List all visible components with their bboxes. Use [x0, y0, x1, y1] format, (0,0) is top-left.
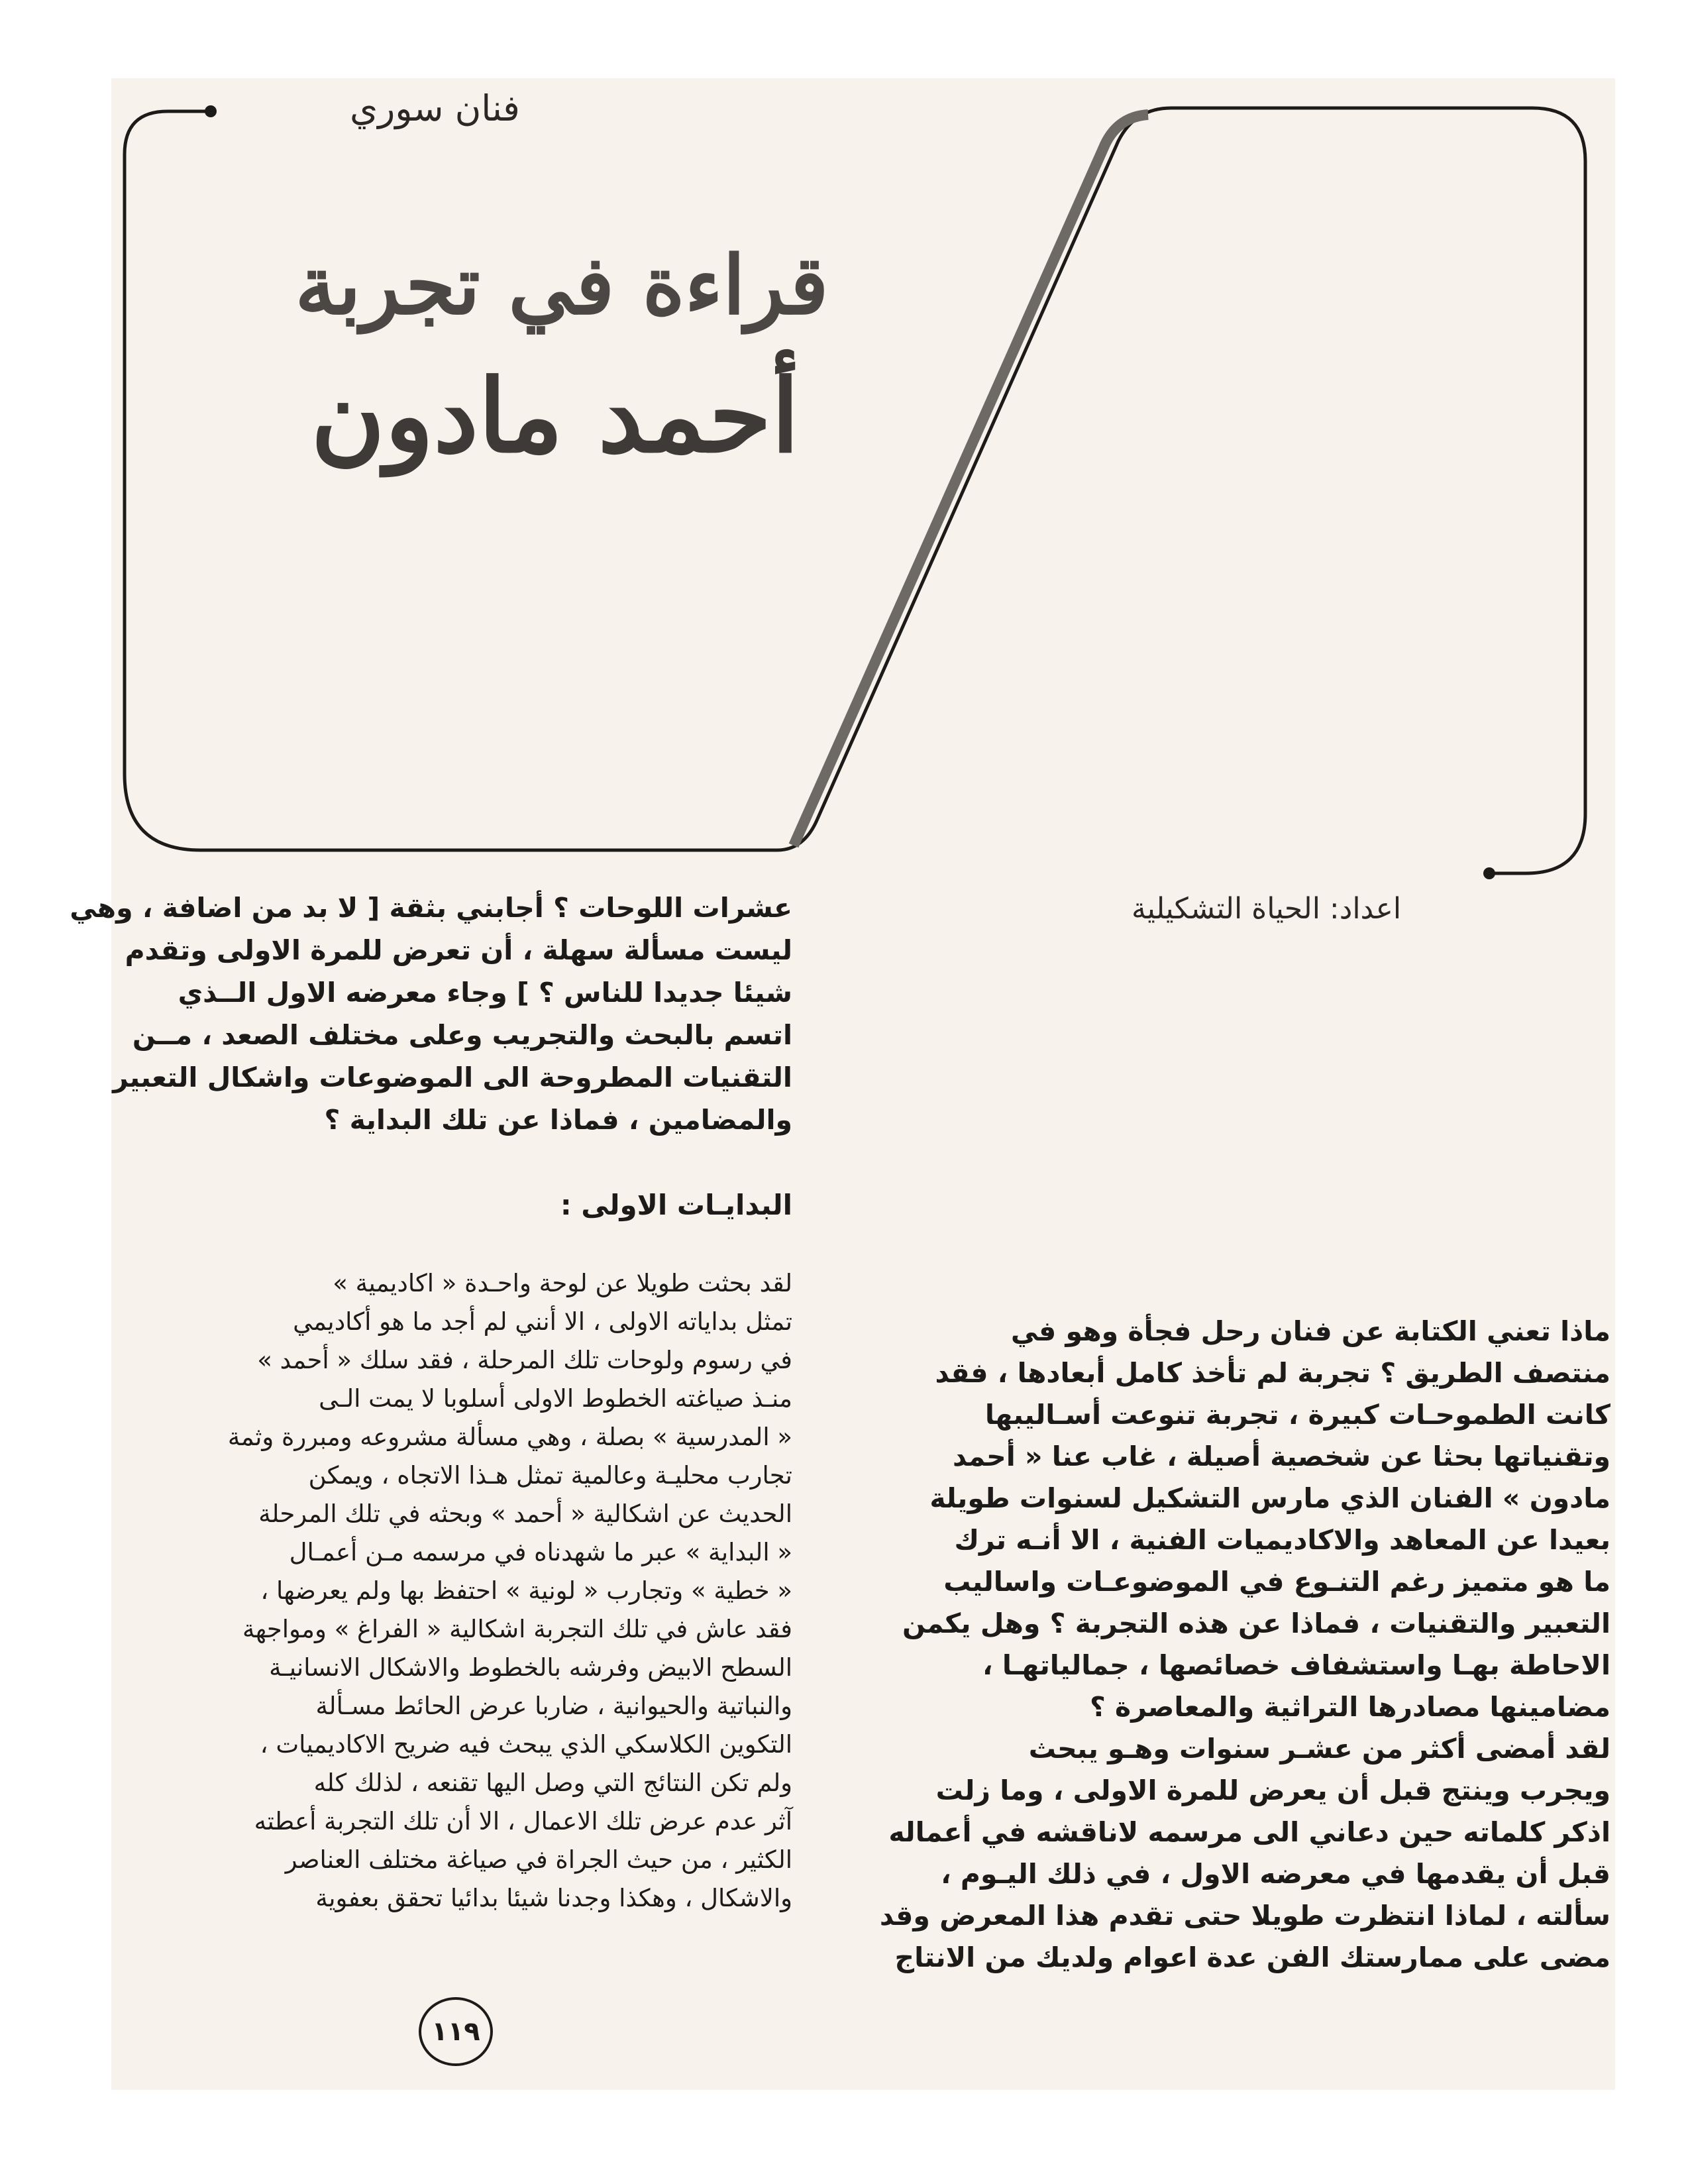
text-line: قبل أن يقدمها في معرضه الاول ، في ذلك اليـوم ،: [941, 1858, 1610, 1890]
text-line: « البداية » عبر ما شهدناه في مرسمه مـن أعمـال: [289, 1538, 792, 1566]
text-line: ماذا تعني الكتابة عن فنان رحل فجأة وهو في: [1010, 1315, 1610, 1347]
text-line: لقد بحثت طويلا عن لوحة واحـدة « اكاديمية »: [333, 1269, 792, 1297]
text-line: الاحاطة بهـا واستشفاف خصائصها ، جمالياتهـا ،: [982, 1649, 1610, 1681]
text-line: ما هو متميز رغم التنـوع في الموضوعـات واساليب: [943, 1566, 1610, 1598]
text-line: سألته ، لماذا انتظرت طويلا حتى تقدم هذا المعرض وقد: [879, 1900, 1610, 1932]
right-intro-paragraph: [879, 1311, 1610, 1979]
left-intro-paragraph: [70, 887, 792, 1141]
text-line: كانت الطموحـات كبيرة ، تجربة تنوعت أسـاليبها: [984, 1399, 1610, 1431]
section-kicker: فنان سوري: [350, 87, 520, 129]
text-line: بعيدا عن المعاهد والاكاديميات الفنية ، الا أنـه ترك: [954, 1524, 1610, 1556]
frame-dot-top: [205, 105, 217, 117]
text-line: التقنيات المطروحة الى الموضوعات واشكال التعبير: [113, 1062, 792, 1093]
text-line: « خطية » وتجارب « لونية » احتفظ بها ولم يعرضها ،: [260, 1576, 792, 1605]
frame-dot-bottom: [1483, 867, 1495, 879]
article-title-line2: أحمد مادون: [311, 356, 800, 475]
text-line: تمثل بداياته الاولى ، الا أنني لم أجد ما هو أكاديمي: [293, 1307, 792, 1336]
text-line: آثر عدم عرض تلك الاعمال ، الا أن تلك التجربة أعطته: [254, 1807, 792, 1835]
text-line: تجارب محليـة وعالمية تمثل هـذا الاتجاه ، ويمكن: [308, 1461, 792, 1490]
text-line: التعبير والتقنيات ، فماذا عن هذه التجربة ؟ وهل يكمن: [902, 1608, 1610, 1639]
text-line: مضامينها مصادرها التراثية والمعاصرة ؟: [1089, 1691, 1610, 1723]
text-line: ولم تكن النتائج التي وصل اليها تقنعه ، لذلك كله: [313, 1769, 792, 1797]
text-line: ليست مسألة سهلة ، أن تعرض للمرة الاولى وتقدم: [125, 934, 792, 966]
text-line: اتسم بالبحث والتجريب وعلى مختلف الصعد ، مــن: [132, 1019, 792, 1051]
text-line: منـذ صياغته الخطوط الاولى أسلوبا لا يمت الـى: [319, 1384, 792, 1413]
text-line: والمضامين ، فماذا عن تلك البداية ؟: [324, 1104, 792, 1136]
page-number: ١١٩: [419, 1997, 493, 2066]
section-heading: البدايـات الاولى :: [560, 1189, 792, 1221]
text-line: الكثير ، من حيث الجراة في صياغة مختلف العناصر: [285, 1845, 792, 1874]
magazine-page: [70, 78, 1615, 2090]
text-line: في رسوم ولوحات تلك المرحلة ، فقد سلك « أحمد »: [257, 1346, 792, 1374]
text-line: عشرات اللوحات ؟ أجابني بثقة [ لا بد من اضافة ، وهي: [70, 892, 792, 924]
article-credit: اعداد: الحياة التشكيلية: [1132, 892, 1402, 926]
text-line: منتصف الطريق ؟ تجربة لم تأخذ كامل أبعادها ، فقد: [935, 1357, 1610, 1389]
text-line: مضى على ممارستك الفن عدة اعوام ولديك من الانتاج: [894, 1941, 1610, 1973]
text-line: التكوين الكلاسكي الذي يبحث فيه ضريح الاكاديميات ،: [260, 1730, 792, 1759]
text-line: ويجرب وينتج قبل أن يعرض للمرة الاولى ، وما زلت: [935, 1774, 1610, 1806]
text-line: اذكر كلماته حين دعاني الى مرسمه لاناقشه في أعماله: [888, 1816, 1610, 1848]
text-line: الحديث عن اشكالية « أحمد » وبحثه في تلك المرحلة: [258, 1500, 792, 1528]
text-line: مادون » الفنان الذي مارس التشكيل لسنوات طويلة: [929, 1482, 1610, 1514]
text-line: والنباتية والحيوانية ، ضاربا عرض الحائط مسـألة: [315, 1692, 792, 1720]
text-line: السطح الابيض وفرشه بالخطوط والاشكال الانسانيـة: [269, 1653, 792, 1682]
text-line: « المدرسية » بصلة ، وهي مسألة مشروعه ومبررة وثمة: [227, 1423, 792, 1451]
left-body-paragraph: [123, 1264, 792, 1918]
text-line: وتقنياتها بحثا عن شخصية أصيلة ، غاب عنا « أحمد: [952, 1441, 1610, 1472]
text-line: والاشكال ، وهكذا وجدنا شيئا بدائيا تحقق بعفوية: [315, 1884, 792, 1912]
text-line: فقد عاش في تلك التجربة اشكالية « الفراغ » ومواجهة: [242, 1615, 792, 1643]
text-line: لقد أمضى أكثر من عشـر سنوات وهـو يبحث: [1028, 1733, 1610, 1765]
title-frame: [70, 78, 1615, 979]
text-line: شيئا جديدا للناس ؟ ] وجاء معرضه الاول الــذي: [178, 977, 792, 1009]
article-title-line1: قراءة في تجربة: [295, 237, 829, 333]
